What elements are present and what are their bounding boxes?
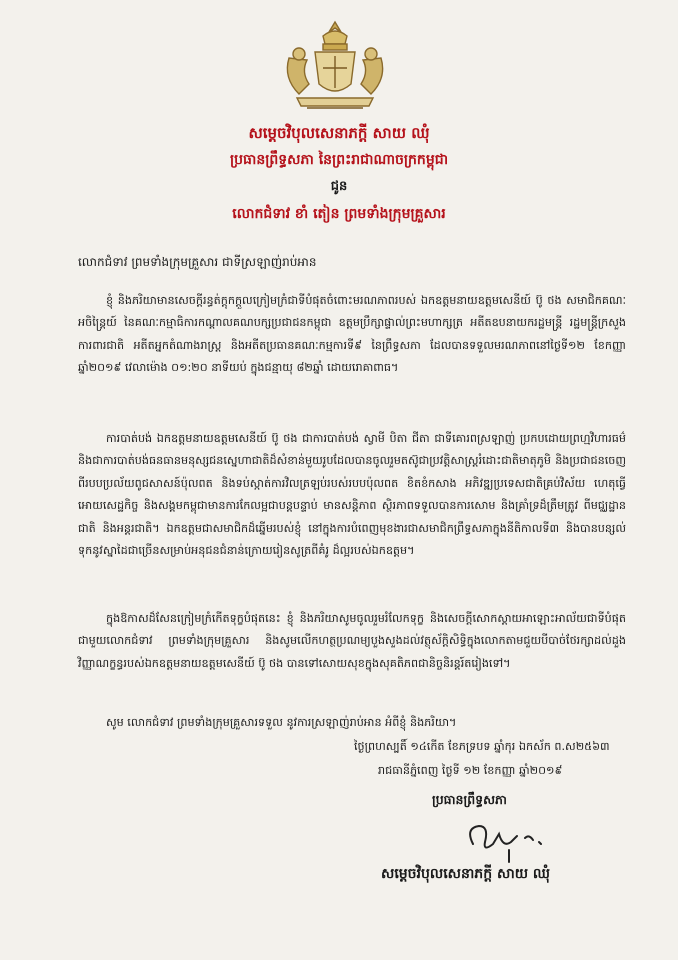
sender-title: ប្រធានព្រឹទ្ធសភា នៃព្រះរាជាណាចក្រកម្ពុជា [229,152,449,168]
handwritten-signature-icon [455,814,565,864]
solar-date: រាជធានីភ្នំពេញ ថ្ងៃទី ១២ ខែកញ្ញា ឆ្នាំ២០១៩ [378,764,563,777]
salutation: លោកជំទាវ ព្រមទាំងក្រុមគ្រួសារ ជាទីស្រឡាញ់រាប់អាន [78,255,317,269]
recipient-name: លោកជំទាវ ខាំ តៀន ព្រមទាំងក្រុមគ្រួសារ [232,206,446,222]
royal-coat-of-arms-icon [279,18,391,116]
sender-name: សម្តេចវិបុលសេនាភក្តី សាយ ឈុំ [248,124,430,142]
paragraph-1: ខ្ញុំ និងភរិយាមានសេចក្តីរន្ធត់ក្តុកក្តួលក្រៀមក្រំជាទីបំផុតចំពោះមរណភាពរបស់ ឯកឧត្តមនាយឧត្តមសេនីយ៍ ប៊ូ ថង សមាជិកគណៈអចិន្ត្រៃយ៍ នៃគណៈកម្មាធិការកណ្តាលគណបក្សប្រជាជនកម្ពុជា ឧត្តមប្រឹក្សាផ្ទាល់ព្រះមហាក្សត្រ អតីតឧបនាយករដ្ឋមន្ត្រី រដ្ឋមន្ត្រីក្រសួងការពារជាតិ អតីតអ្នកតំណាងរាស្ត្រ និងអតីតប្រធានគណៈកម្មការទី៩ នៃព្រឹទ្ធសភា ដែលបានទទួលមរណភាពនៅថ្ងៃទី១២ ខែកញ្ញា ឆ្នាំ២០១៩ វេលាម៉ោង ០១:២០ នាទីយប់ ក្នុងជន្មាយុ ៨២ឆ្នាំ ដោយរោគាពាធ។ [78,294,626,375]
paragraph-2: ការបាត់បង់ ឯកឧត្តមនាយឧត្តមសេនីយ៍ ប៊ូ ថង ជាការបាត់បង់ ស្វាមី បិតា ជីតា ជាទីគោរពស្រឡាញ់ ប្រកបដោយព្រហ្មវិហារធម៌ និងជាការបាត់បង់ធនធានមនុស្សជនស្នេហាជាតិដ៏សំខាន់មួយរូបដែលបានចូលរួមតស៊ូជាប្រវត្តិសាស្ត្ររំដោះជាតិមាតុភូមិ និងប្រជាជនចេញពីរបបប្រល័យពូជសាសន៍ប៉ុលពត និងទប់ស្កាត់ការវិលត្រឡប់របស់របបប៉ុលពត ខិតខំកសាង អភិវឌ្ឍប្រទេសជាតិគ្រប់វិស័យ ហេតុធ្វើអោយសេដ្ឋកិច្ច និងសង្គមកម្ពុជាមានការកែលម្អជាបន្តបន្ទាប់ មានសន្តិភាព ស្ថិរភាពទទួលបានការសោម និងគ្រាំទ្រដ៏ត្រឹមត្រូវ ពីមជ្ឈដ្ឋានជាតិ និងអន្តរជាតិ។ ឯកឧត្តមជាសមាជិកដ៏ឆ្នើមរបស់ខ្ញុំ នៅក្នុងការបំពេញមុខងារជាសមាជិកព្រឹទ្ធសភាក្នុងនីតិកាលទី៣ និងបានបន្សល់ទុកនូវស្នាដៃជាច្រើនសម្រាប់អនុជនជំនាន់ក្រោយរៀនសូត្រពីគំរូ ដ៏ល្អរបស់ឯកឧត្តម។ [78,432,626,558]
closing-line: សូម លោកជំទាវ ព្រមទាំងក្រុមគ្រួសារទទួល នូវការស្រឡាញ់រាប់អាន អំពីខ្ញុំ និងភរិយា។ [106,716,457,729]
signature-title: ប្រធានព្រឹទ្ធសភា [432,792,507,807]
paragraph-3: ក្នុងឱកាសដ៏សែនក្រៀមក្រំកើតទុក្ខបំផុតនេះ ខ្ញុំ និងភរិយាសូមចូលរួមរំលែកទុក្ខ និងសេចក្តីសោកស្តាយអាឡោះអាល័យជាទីបំផុតជាមួយលោកជំទាវ ព្រមទាំងក្រុមគ្រួសារ និងសូមលើកហត្ថប្រណម្យបួងសួងដល់វត្ថុស័ក្តិសិទ្ធិក្នុងលោកតាមជួយបីបាច់ថែរក្សាដល់ដួងវិញ្ញាណក្ខន្ធរបស់ឯកឧត្តមនាយឧត្តមសេនីយ៍ ប៊ូ ថង បានទៅសោយសុខក្នុងសុគតិភពជានិច្ចនិរន្តរ៍តរៀងទៅ។ [78,612,626,670]
lunar-date: ថ្ងៃព្រហស្បតិ៍ ១៤កើត ខែភទ្របទ ឆ្នាំកុរ ឯកស័ក ព.ស២៥៦៣ [354,740,610,753]
signatory-name: សម្តេចវិបុលសេនាភក្តី សាយ ឈុំ [381,866,551,882]
to-label: ជូន [330,179,348,194]
